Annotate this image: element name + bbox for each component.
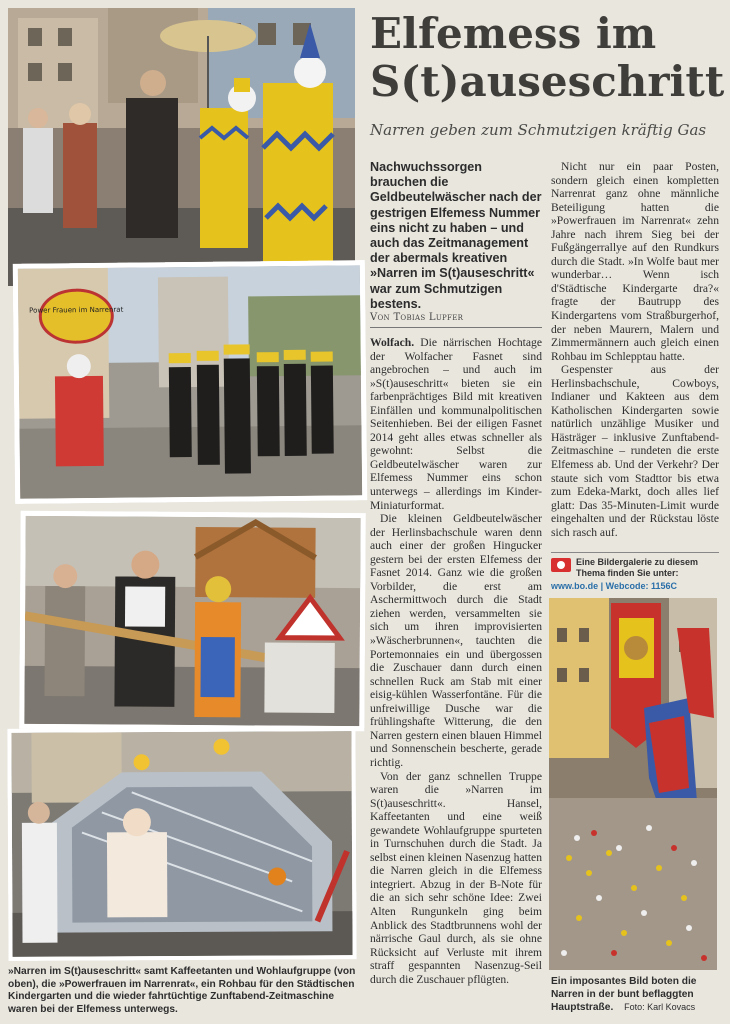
photo-caption-right [551, 976, 719, 1015]
gallery-link[interactable]: www.bo.de | Webcode: 1156C [551, 581, 678, 591]
photo-stauseschritt-parade [8, 8, 355, 286]
headline: Elfemess im S(t)auseschritt [370, 9, 725, 106]
article-column-1 [370, 336, 542, 1020]
photo-caption-left: »Narren im S(t)auseschritt« samt Kaffeetanten und Wohlaufgruppe (von oben), die »Powerfrauen im Narrenrat«, ein Rohbau für den Städtischen Kindergarten und die wieder fahrtüchtige Zunftabend-Zeitmaschine waren bei der Elfemess unterwegs. [8, 966, 356, 1015]
photo-credit: Foto: Karl Kovacs [624, 1002, 696, 1012]
gallery-text: Eine Bildergalerie zu diesem Thema finden Sie unter: [576, 557, 699, 578]
dateline: Wolfach. [370, 336, 415, 349]
photo-zeitmaschine [7, 727, 356, 961]
photo-hauptstrasse [549, 598, 717, 970]
gallery-box [551, 552, 719, 592]
body-paragraph: Wolfach. Die närrischen Hochtage der Wolfacher Fasnet sind angebrochen – und auch im »S(t)auseschritt« bieten sie ein farbenprächtiges Bild mit kreativen Einfällen und kommunalpolitischen Seitenhieben. Bei der eiligen Fasnet 2014 geht alles etwas schneller als gewohnt: Selbst die Geldbeutelwäscher waren zur Elfemess Nummer eins schon unterwegs – allerdings im Kinder-Miniaturformat. [370, 336, 542, 512]
photo-powerfrauen [13, 260, 367, 504]
subheadline: Narren geben zum Schmutzigen kräftig Gas [370, 121, 707, 139]
photo-rohbau-kindergarten [19, 511, 366, 731]
article-column-2 [551, 160, 719, 562]
lead-paragraph: Nachwuchssorgen brauchen die Geldbeutelwäscher nach der gestrigen Elfemess Nummer eins nicht zu haben – und auch das Zeitmanagement der abermals kreativen »Narren im S(t)auseschritt« war zum Schmutzigen bestens. [370, 160, 542, 311]
body-paragraph: Nicht nur ein paar Posten, sondern gleich einen kompletten Narrenrat ganz ohne männliche Beteiligung hatten die »Powerfrauen im Narrenrat« zehn Jahre nach ihrem Sieg bei der Fußgängerrallye auf den Rundkurs durch die Stadt. »In Wolfe baut mer wunderbar… Wenn isch d'Städtische Kindergarte dra?« fragte der Bautrupp des Kindergartens vom Straßburgerhof, der neben Maurern, Malern und Zimmermännern auch gleich einen Rohbau im Schlepptau hatte. [551, 160, 719, 363]
body-paragraph: Von der ganz schnellen Truppe waren die »Narren im S(t)auseschritt«. Hansel, Kaffeetanten und eine weiß gewandete Wohlaufgruppe spurteten in Turnschuhen durch die Stadt. Ja selbst einen kleinen Nasenzug hatten die Narren gleich in die Elfemess integriert. Abzug in der B-Note für die an sich sehr schöne Idee: Zwei Alten Rungunkeln ging beim Anblick des Stadtbrunnens wohl der närrische Gaul durch, als sie ohne Rücksicht auf Verluste mit ihrem straff gespannten Nasenzug-Seil durch die Zuschauer pflügten. [370, 769, 542, 986]
camera-icon [551, 558, 571, 572]
author-byline: Von Tobias Lupfer [370, 312, 542, 328]
narrenrat-sign: Power Frauen im Narrenrat [29, 305, 124, 315]
body-paragraph: Gespenster aus der Herlinsbachschule, Cowboys, Indianer und Kakteen aus dem Katholischen Kindergarten sowie natürlich unzählige Musiker und Hästräger – inklusive Zunftabend-Zeitmaschine – rundeten die erste Elfemess ab. Und der Verkehr? Der staute sich vom Stadttor bis etwa zum Edeka-Markt, doch alles lief glatt: Das 35-Minuten-Limit wurde eingehalten und der Rückstau löste sich rasch auf. [551, 363, 719, 539]
body-paragraph: Die kleinen Geldbeutelwäscher der Herlinsbachschule waren denn auch einer der großen Hingucker gestern bei der ersten Elfemess der Fasnet 2014. Ganz wie die großen Vorbilder, die erst am Aschermittwoch durch die Stadt ziehen werden, versammelten sie sich um ihren improvisierten »Wäscherbrunnen«, tauchten die Portemonnaies ein und übergossen die Zuschauer dann durch einen schnellen Ruck am Stab mit einer eisig-kühlen Wasserfontäne. Für die unfreiwillige Dusche war die frühlingshafte Witterung, die den Narren gestern einen blauen Himmel und Sonnenschein bescherte, gerade richtig. [370, 512, 542, 769]
caption-text: Ein imposantes Bild boten die Narren in der bunt beflaggten Hauptstraße. [551, 976, 697, 1013]
